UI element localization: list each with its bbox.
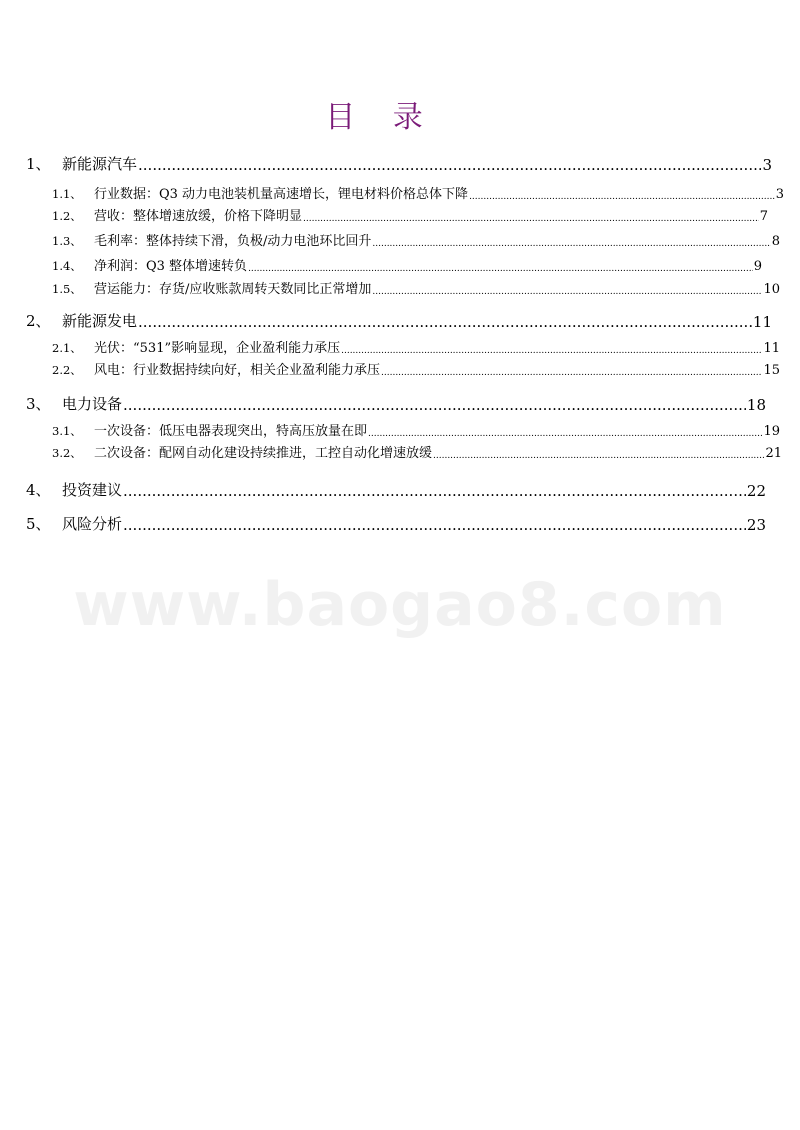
toc-page: 7: [759, 209, 768, 224]
toc-title: 二次设备：配网自动化建设持续推进，工控自动化增速放缓: [94, 446, 433, 461]
toc-page: 11: [752, 313, 772, 331]
toc-page: 18: [746, 396, 766, 414]
toc-title: 风电：行业数据持续向好，相关企业盈利能力承压: [94, 363, 381, 378]
toc-number: 2.1、: [52, 341, 82, 355]
toc-number: 1.2、: [52, 209, 82, 223]
toc-entry-3-1[interactable]: [52, 419, 780, 439]
toc-entry-1-1[interactable]: [52, 182, 784, 202]
toc-number: 3.2、: [52, 446, 82, 460]
toc-title: 电力设备: [62, 395, 123, 413]
toc-number: 2.2、: [52, 363, 82, 377]
toc-entry-5[interactable]: [26, 512, 766, 534]
toc-leader: [381, 368, 762, 378]
toc-entry-3-2[interactable]: [52, 441, 782, 461]
toc-entry-1-5[interactable]: [52, 277, 780, 297]
toc-entry-1-2[interactable]: [52, 204, 768, 224]
toc-title: 新能源发电: [62, 312, 138, 330]
toc-title: 一次设备：低压电器表现突出，特高压放量在即: [94, 424, 368, 439]
toc-leader: [341, 346, 762, 356]
toc-leader: [372, 239, 770, 249]
toc-page: 8: [771, 234, 780, 249]
toc-leader: [303, 214, 759, 224]
toc-title: 净利润：Q3 整体增速转负: [94, 259, 248, 274]
toc-number: 2、: [26, 312, 51, 330]
toc-entry-1-3[interactable]: [52, 229, 780, 249]
toc-page: 11: [763, 341, 780, 356]
toc-leader: [123, 396, 746, 414]
toc-title: 新能源汽车: [62, 155, 138, 173]
toc-page: 9: [753, 259, 762, 274]
toc-number: 1、: [26, 155, 51, 173]
toc-number: 1.5、: [52, 282, 82, 296]
toc-page: 3: [775, 187, 784, 202]
toc-leader: [372, 287, 762, 297]
toc-page: 21: [765, 446, 782, 461]
toc-entry-1-4[interactable]: [52, 254, 762, 274]
toc-entry-2-1[interactable]: [52, 336, 780, 356]
toc-title: 行业数据：Q3 动力电池装机量高速增长，锂电材料价格总体下降: [94, 187, 469, 202]
toc-leader: [123, 482, 746, 500]
toc-title: 投资建议: [62, 481, 123, 499]
toc-number: 1.1、: [52, 187, 82, 201]
watermark: www.baogao8.com: [73, 570, 727, 640]
toc-title: 营运能力：存货/应收账款周转天数同比正常增加: [94, 282, 372, 297]
toc-page: 19: [763, 424, 780, 439]
page-title: 目 录: [325, 100, 437, 135]
toc-leader: [248, 264, 753, 274]
toc-page: 15: [763, 363, 780, 378]
toc-title: 风险分析: [62, 515, 123, 533]
toc-entry-3[interactable]: [26, 392, 766, 414]
toc-page: 3: [762, 156, 772, 174]
toc-entry-2-2[interactable]: [52, 358, 780, 378]
toc-page: 10: [763, 282, 780, 297]
toc-number: 3.1、: [52, 424, 82, 438]
toc-entry-2[interactable]: [26, 309, 772, 331]
toc-leader: [469, 192, 775, 202]
toc-page: 23: [746, 516, 766, 534]
toc-title: 光伏：“531”影响显现，企业盈利能力承压: [94, 341, 341, 356]
toc-leader: [138, 156, 761, 174]
toc-number: 3、: [26, 395, 51, 413]
toc-number: 5、: [26, 515, 51, 533]
toc-leader: [433, 451, 764, 461]
toc-title: 营收：整体增速放缓，价格下降明显: [94, 209, 303, 224]
toc-page: 22: [746, 482, 766, 500]
toc-title: 毛利率：整体持续下滑，负极/动力电池环比回升: [94, 234, 372, 249]
toc-entry-4[interactable]: [26, 478, 766, 500]
toc-entry-1[interactable]: [26, 152, 772, 174]
toc-leader: [123, 516, 746, 534]
toc-number: 4、: [26, 481, 51, 499]
toc-number: 1.4、: [52, 259, 82, 273]
toc-leader: [368, 429, 762, 439]
toc-leader: [138, 313, 752, 331]
toc-number: 1.3、: [52, 234, 82, 248]
